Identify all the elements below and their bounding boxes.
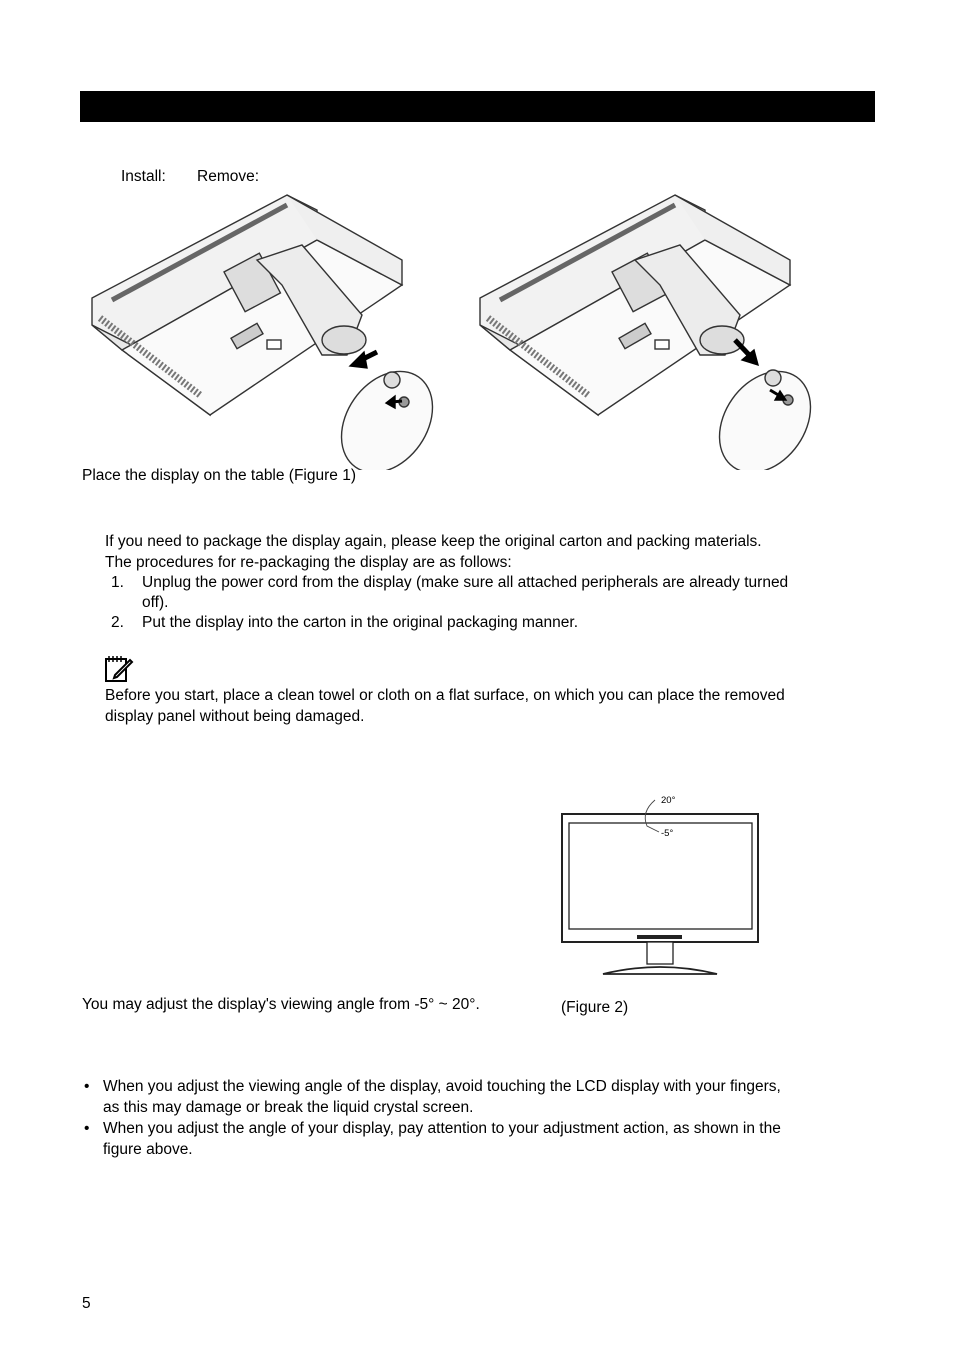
step-text-line2: off). [142,594,169,611]
step-text-line1: Unplug the power cord from the display (make sure all attached peripherals are already turned [142,574,789,591]
bullet-text-line1: When you adjust the angle of your display, pay attention to your adjustment action, as shown in the [103,1120,781,1137]
figure1-remove-drawing [470,190,840,470]
figure1-caption: Place the display on the table (Figure 1) [82,467,356,484]
bullet-dot: • [84,1078,90,1095]
viewing-angle-text: You may adjust the display's viewing angle from -5° ~ 20°. [82,996,480,1013]
bullet-dot: • [84,1120,90,1137]
step-number: 2. [111,614,124,631]
bullet-text-line2: as this may damage or break the liquid crystal screen. [103,1099,474,1116]
bullet-text-line2: figure above. [103,1141,193,1158]
angle-label-top: 20° [661,795,676,806]
install-label: Install: [121,168,166,185]
note-text-line1: Before you start, place a clean towel or cloth on a flat surface, on which you can place the removed [105,687,785,704]
repack-intro-line2: The procedures for re-packaging the display are as follows: [105,554,512,571]
step-text-line1: Put the display into the carton in the original packaging manner. [142,614,578,631]
page-number: 5 [82,1295,91,1312]
repack-intro-line1: If you need to package the display again, please keep the original carton and packing materials. [105,533,762,550]
note-pencil-icon [104,655,134,683]
figure2-monitor-drawing [555,790,765,980]
figure2-caption: (Figure 2) [561,999,629,1016]
section-header-bar [80,91,875,122]
bullet-text-line1: When you adjust the viewing angle of the display, avoid touching the LCD display with your fingers, [103,1078,781,1095]
remove-label: Remove: [197,168,260,185]
figure1-install-drawing [82,190,452,470]
angle-label-bottom: -5° [661,828,674,839]
note-text-line2: display panel without being damaged. [105,708,365,725]
step-number: 1. [111,574,124,591]
